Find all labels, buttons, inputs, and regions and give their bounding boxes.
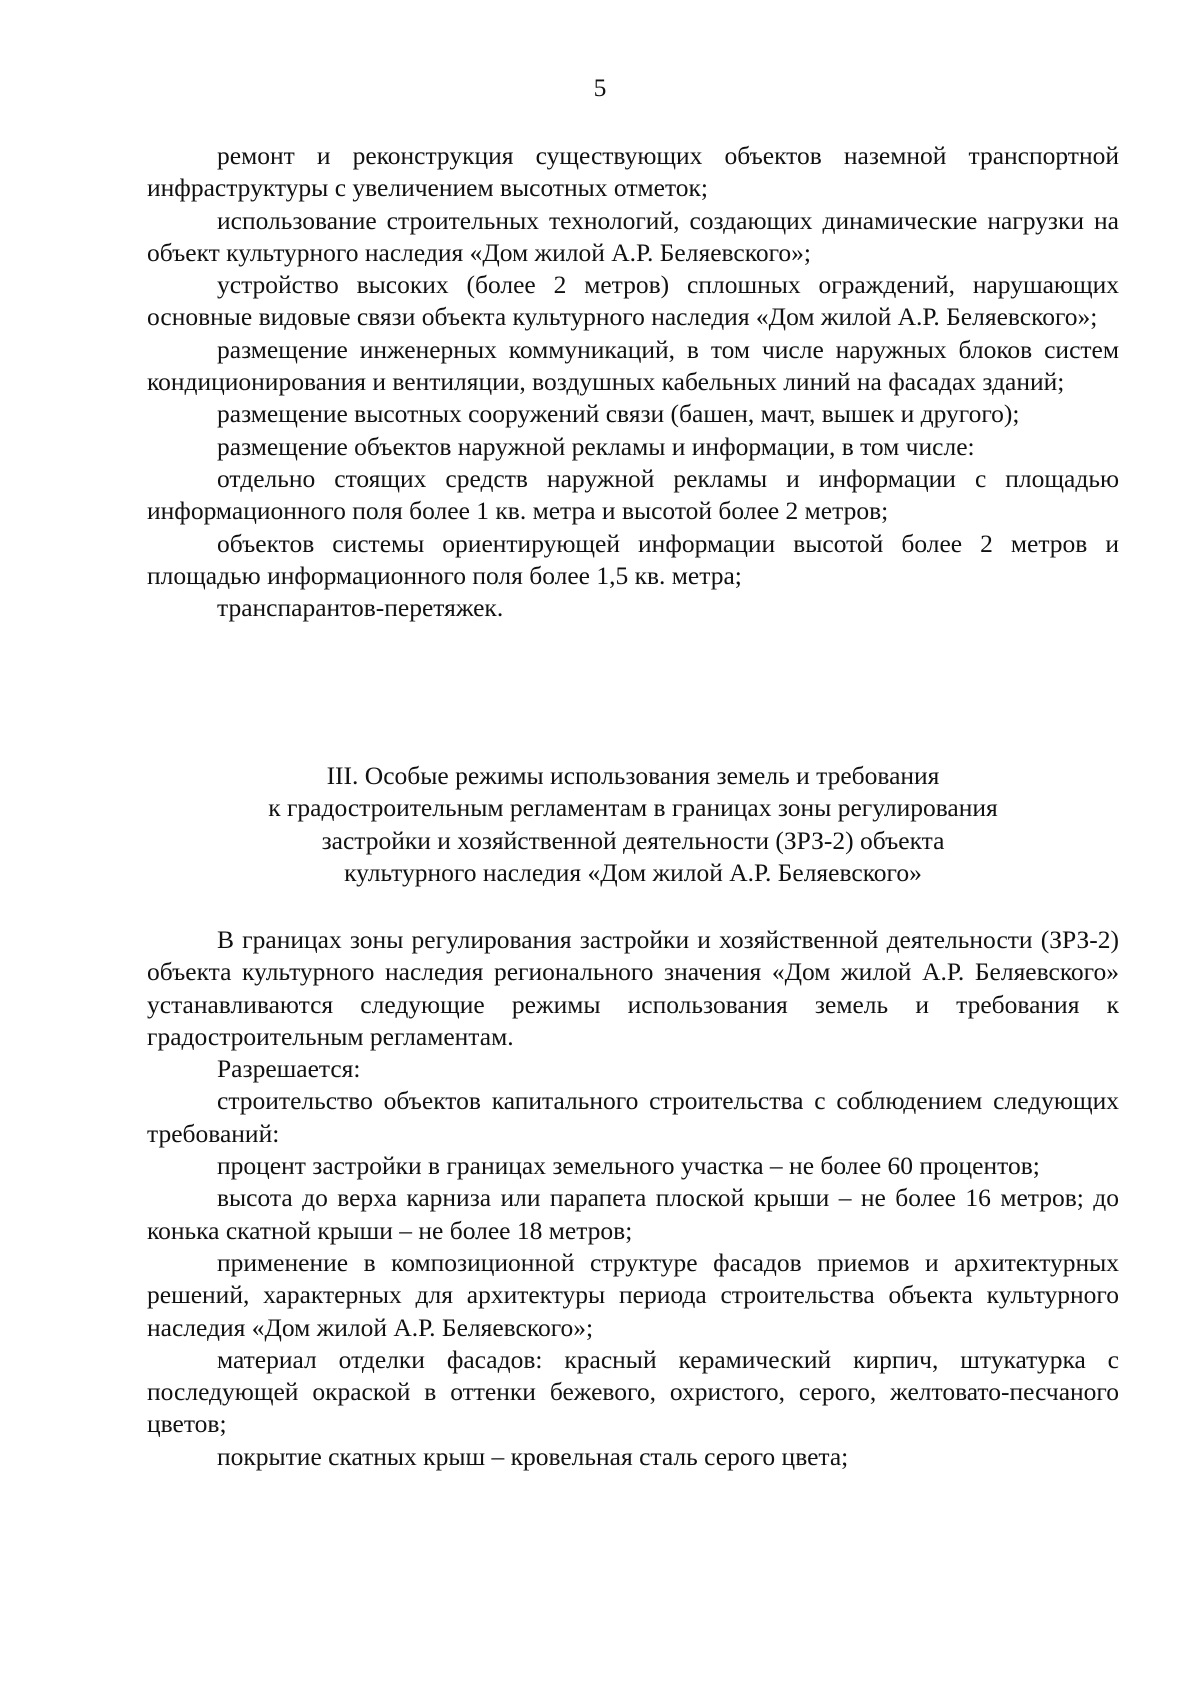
section-heading-line: к градостроительным регламентам в границах зоны регулирования [268,793,998,823]
paragraph: объектов системы ориентирующей информации высотой более 2 метров и площадью информационного поля более 1,5 кв. метра; [147,528,1119,590]
text-block-zrz2 [147,924,1119,1473]
paragraph: строительство объектов капитального строительства с соблюдением следующих требований: [147,1086,1119,1148]
paragraph: Разрешается: [217,1054,361,1084]
paragraph: размещение объектов наружной рекламы и информации, в том числе: [217,431,975,461]
text-block-restrictions [147,140,1119,624]
paragraph: устройство высоких (более 2 метров) сплошных ограждений, нарушающих основные видовые связи объекта культурного наследия «Дом жилой А.Р. Беляевского»; [147,270,1119,332]
paragraph: применение в композиционной структуре фасадов приемов и архитектурных решений, характерных для архитектуры периода строительства объекта культурного наследия «Дом жилой А.Р. Беляевского»; [147,1247,1119,1342]
paragraph: отдельно стоящих средств наружной рекламы и информации с площадью информационного поля более 1 кв. метра и высотой более 2 метров; [147,463,1119,526]
paragraph: размещение инженерных коммуникаций, в том числе наружных блоков систем кондиционирования и вентиляции, воздушных кабельных линий на фасадах зданий; [147,334,1119,397]
section-heading [147,760,1119,889]
paragraph: покрытие скатных крыш – кровельная сталь серого цвета; [217,1441,849,1471]
paragraph: процент застройки в границах земельного участка – не более 60 процентов; [217,1151,1040,1181]
section-heading-line: застройки и хозяйственной деятельности (ЗРЗ-2) объекта [321,825,945,855]
paragraph: использование строительных технологий, создающих динамические нагрузки на объект культурного наследия «Дом жилой А.Р. Беляевского»; [147,205,1119,267]
paragraph: ремонт и реконструкция существующих объектов наземной транспортной инфраструктуры с увеличением высотных отметок; [147,141,1119,203]
section-heading-line: культурного наследия «Дом жилой А.Р. Беляевского» [344,857,922,887]
paragraph: размещение высотных сооружений связи (башен, мачт, вышек и другого); [217,399,1020,429]
paragraph: В границах зоны регулирования застройки и хозяйственной деятельности (ЗРЗ-2) объекта культурного наследия регионального значения «Дом жилой А.Р. Беляевского» устанавливаются следующие режимы использования земель и требования к градостроительным регламентам. [147,925,1119,1051]
page-number: 5 [593,73,607,102]
paragraph: материал отделки фасадов: красный керамический кирпич, штукатурка с последующей окраской в оттенки бежевого, охристого, серого, желтовато-песчаного цветов; [147,1344,1119,1439]
paragraph: транспарантов-перетяжек. [217,593,504,623]
paragraph: высота до верха карниза или парапета плоской крыши – не более 16 метров; до конька скатной крыши – не более 18 метров; [147,1183,1119,1245]
section-heading-line: III. Особые режимы использования земель и требования [326,761,940,790]
